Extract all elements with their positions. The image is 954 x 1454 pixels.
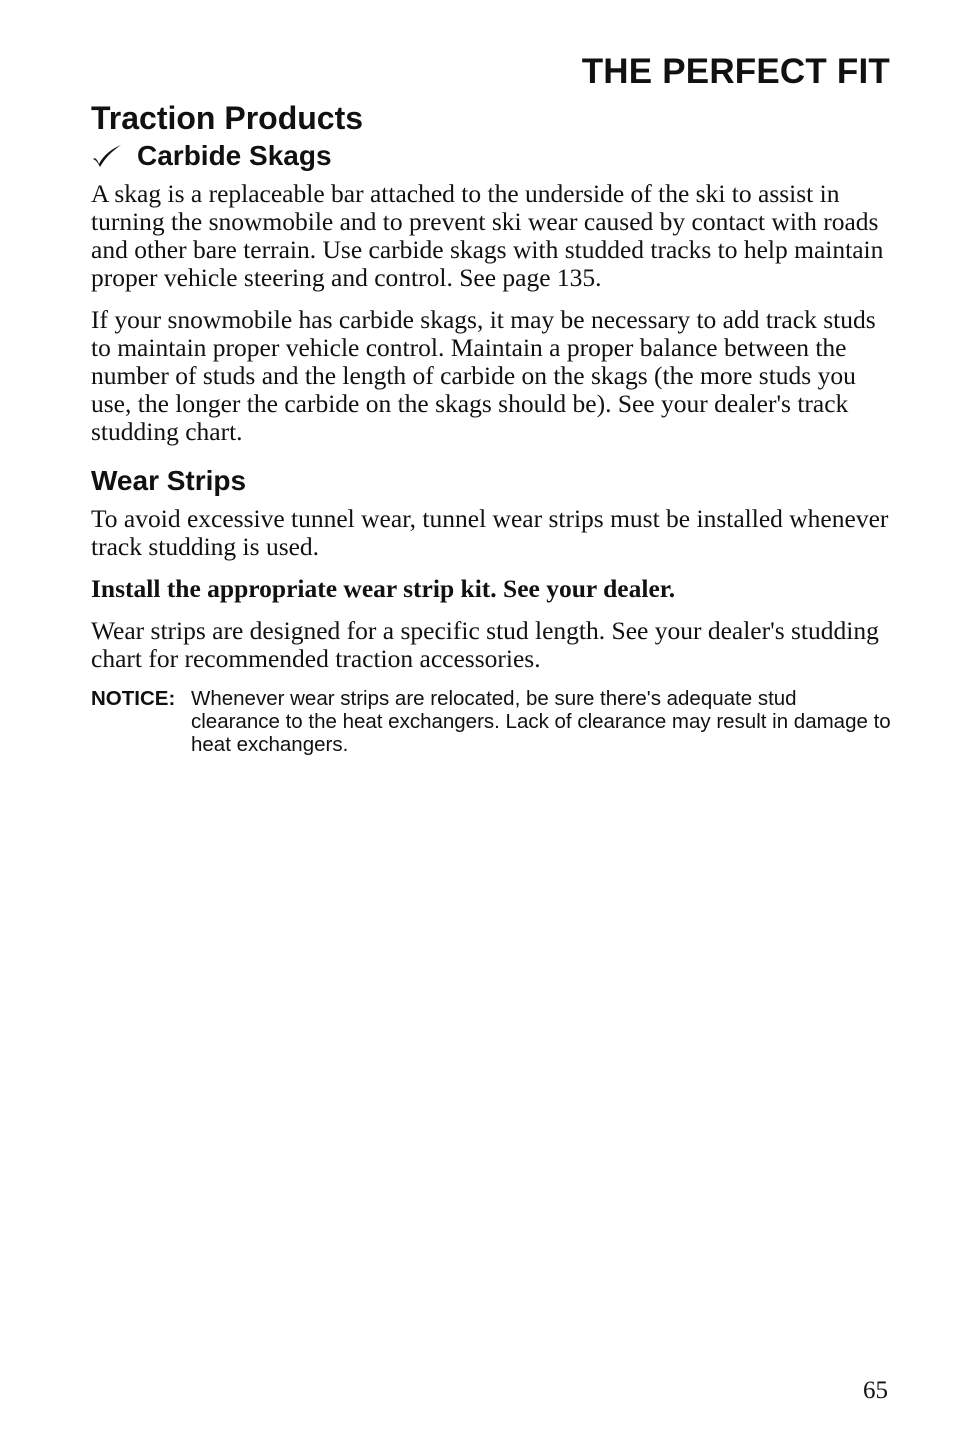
section-title: Traction Products (91, 100, 364, 136)
carbide-skags-paragraph-1: A skag is a replaceable bar attached to the underside of the ski to assist in turning the snowmobile and to prevent ski wear caused by contact with roads and other bare terrain. Use carbide skags with studded tracks to help maintain proper vehicle steering and control. See page 135. (91, 179, 884, 292)
page-content (91, 98, 891, 756)
checkmark-icon (91, 144, 123, 168)
wear-strips-title: Wear Strips (91, 465, 247, 496)
page-number: 65 (863, 1377, 888, 1404)
wear-strips-instruction: Install the appropriate wear strip kit. See your dealer. (91, 574, 676, 603)
wear-strips-paragraph-1: To avoid excessive tunnel wear, tunnel wear strips must be installed whenever track studding is used. (91, 504, 889, 561)
subsection-title: Carbide Skags (137, 140, 332, 171)
wear-strips-paragraph-2: Wear strips are designed for a specific stud length. See your dealer's studding chart for recommended traction accessories. (91, 616, 879, 673)
notice-label: NOTICE: (91, 687, 176, 710)
notice-text: Whenever wear strips are relocated, be sure there's adequate stud clearance to the heat exchangers. Lack of clearance may result in damage to heat exchangers. (191, 687, 891, 756)
carbide-skags-paragraph-2: If your snowmobile has carbide skags, it may be necessary to add track studs to maintain proper vehicle control. Maintain a proper balance between the number of studs and the length of carbide on the skags (the more studs you use, the longer the carbide on the skags should be). See your dealer's track studding chart. (91, 305, 876, 446)
page-header-title: THE PERFECT FIT (581, 52, 890, 91)
subsection-heading (91, 138, 891, 174)
notice-block (91, 687, 891, 756)
